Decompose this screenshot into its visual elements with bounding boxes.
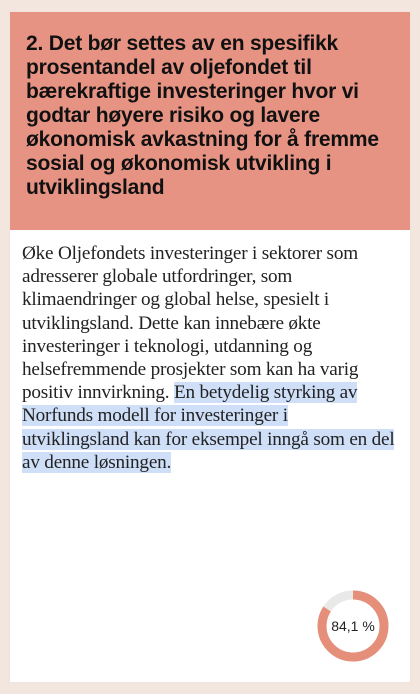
progress-label: 84,1 %: [331, 618, 375, 634]
selected-text: En betydelig styrking av Norfunds modell for investeringer i utviklingsland kan for eksempel inngå som en del av denne løsningen.: [22, 382, 395, 473]
body-text: Øke Oljefondets investeringer i sektorer som adresserer globale utfordringer, som klimaendringer og global helse, spesielt i utviklingsland. Dette kan innebære økte investeringer i teknologi, utdanning og helsefremmende prosjekter som kan ha varig positiv innvirkning.: [22, 243, 359, 404]
progress-ring: [313, 586, 393, 666]
card-body: [10, 230, 410, 474]
card-title: 2. Det bør settes av en spesifikk prosentandel av oljefondet til bærekraftige investeringer hvor vi godtar høyere risiko og lavere økonomisk avkastning for å fremme sosial og økonomisk utvikling i utviklingsland: [26, 32, 379, 199]
card-header: [10, 12, 410, 230]
card-text[interactable]: [22, 242, 398, 474]
proposal-card: [10, 12, 410, 682]
